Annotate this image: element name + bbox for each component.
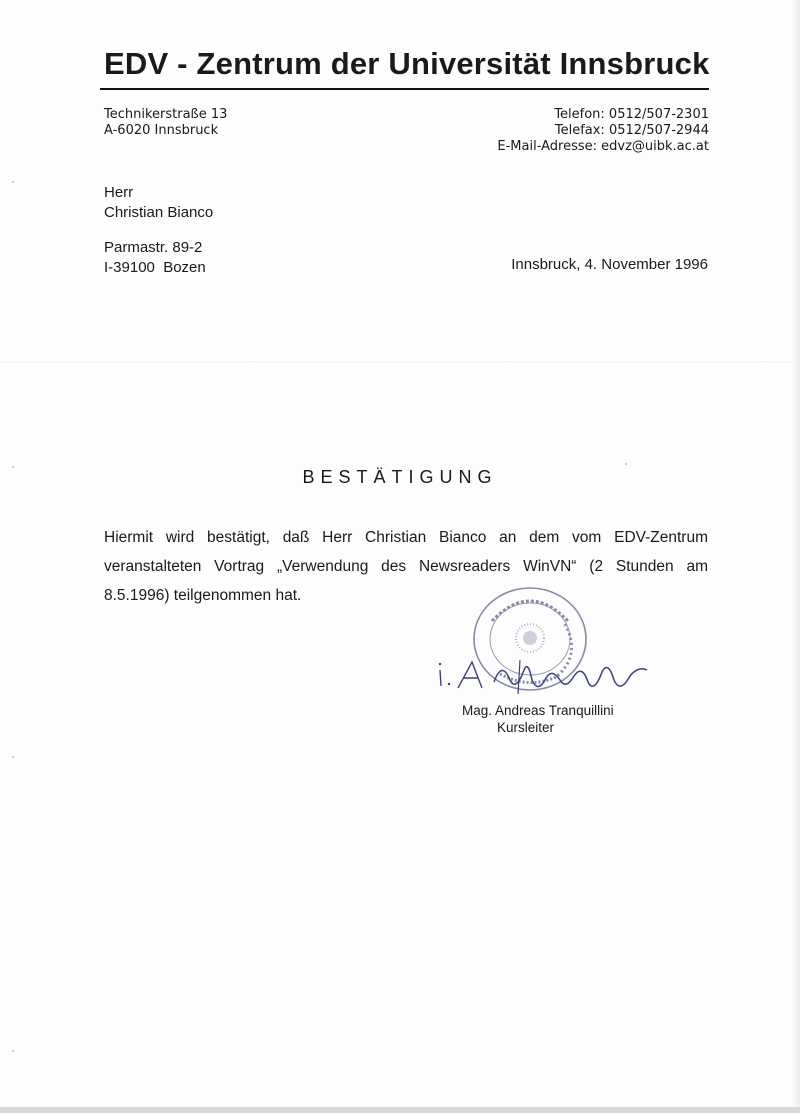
speck: [12, 756, 14, 758]
document-heading: BESTÄTIGUNG: [302, 467, 498, 487]
speck: [12, 181, 14, 183]
recipient-name: Christian Bianco: [104, 204, 214, 221]
sender-email: E-Mail-Adresse: edvz@uibk.ac.at: [497, 139, 709, 154]
sender-contact: [497, 107, 709, 155]
speck: [625, 463, 627, 465]
sender-phone: Telefon: 0512/507-2301: [554, 107, 709, 122]
sender-address: [104, 107, 227, 139]
letter-date: Innsbruck, 4. November 1996: [511, 256, 708, 273]
speck: [12, 1050, 14, 1052]
paper-edge: [792, 0, 800, 1113]
letterhead-title: EDV - Zentrum der Universität Innsbruck: [104, 46, 710, 81]
signatory-role: Kursleiter: [497, 720, 555, 735]
letterhead-rule: [100, 88, 709, 90]
recipient-city: I-39100 Bozen: [104, 259, 206, 276]
sender-fax: Telefax: 0512/507-2944: [554, 123, 709, 138]
sender-street: Technikerstraße 13: [104, 107, 228, 122]
paper-bottom-edge: [0, 1107, 800, 1113]
certificate-body: Hiermit wird bestätigt, daß Herr Christian Bianco an dem vom EDV-Zentrum veranstalteten Vortrag „Verwendung des Newsreaders WinVN“ (2 Stunden am 8.5.1996) teilgenommen hat.: [104, 529, 708, 604]
recipient-block: [104, 183, 213, 278]
signatory-name: Mag. Andreas Tranquillini: [462, 703, 614, 718]
recipient-street: Parmastr. 89-2: [104, 239, 203, 256]
handwritten-signature: [432, 650, 657, 705]
sender-city: A-6020 Innsbruck: [104, 123, 219, 138]
paper-fold-line: [0, 361, 800, 363]
recipient-salutation: Herr: [104, 184, 134, 201]
